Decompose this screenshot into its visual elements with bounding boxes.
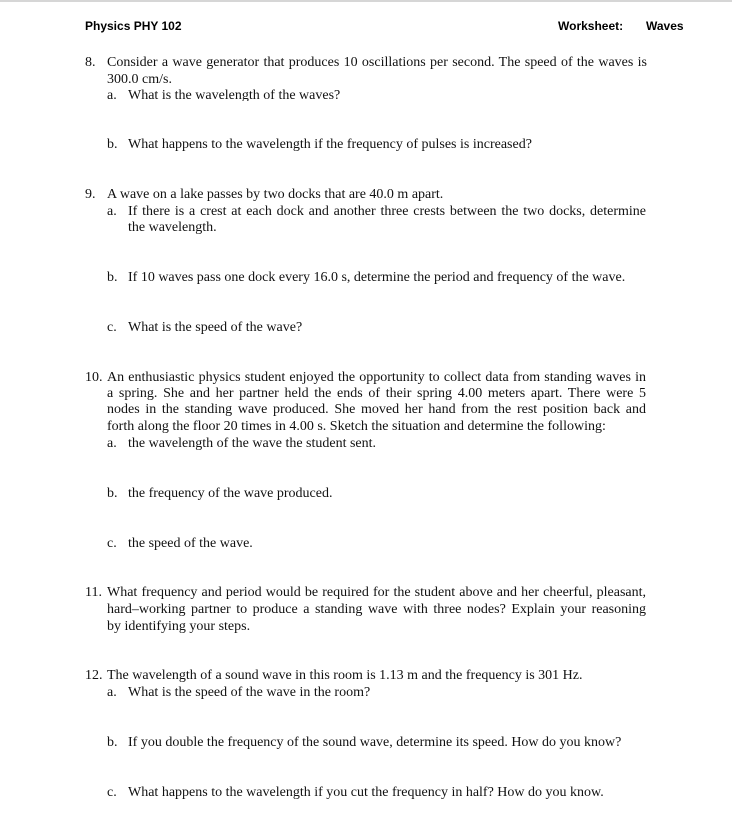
question-text: An enthusiastic physics student enjoyed the opportunity to collect data from standing waves in xyxy=(107,370,646,385)
sub-label: a. xyxy=(107,88,117,101)
top-border xyxy=(0,0,732,2)
question-number: 10. xyxy=(85,370,103,385)
sub-question-b: If you double the frequency of the sound wave, determine its speed. How do you know? xyxy=(128,735,622,750)
sub-label: a. xyxy=(107,685,117,700)
sub-label: b. xyxy=(107,270,118,285)
question-text-line3: by identifying your steps. xyxy=(107,619,251,634)
question-number: 8. xyxy=(85,55,96,70)
sub-question-c: What is the speed of the wave? xyxy=(128,320,303,335)
sub-question-a: What is the wavelength of the waves? xyxy=(128,88,341,101)
question-text-line2: hard–working partner to produce a standing wave with three nodes? Explain your reasoning xyxy=(107,602,646,617)
sub-question-b: What happens to the wavelength if the frequency of pulses is increased? xyxy=(128,137,532,152)
question-text: What frequency and period would be required for the student above and her cheerful, pleasant, xyxy=(107,585,646,600)
sub-label: c. xyxy=(107,536,117,551)
question-text: Consider a wave generator that produces 10 oscillations per second. The speed of the waves is xyxy=(107,55,647,70)
question-text: A wave on a lake passes by two docks that are 40.0 m apart. xyxy=(107,187,444,202)
question-text-line3: nodes in the standing wave produced. She moved her hand from the rest position back and xyxy=(107,402,646,417)
sub-label: b. xyxy=(107,137,118,152)
sub-question-b: the frequency of the wave produced. xyxy=(128,486,333,501)
sub-question-a-line2: the wavelength. xyxy=(128,220,217,235)
sub-question-c: What happens to the wavelength if you cut the frequency in half? How do you know. xyxy=(128,785,604,800)
sub-question-a: If there is a crest at each dock and another three crests between the two docks, determine xyxy=(128,204,646,219)
sub-question-b: If 10 waves pass one dock every 16.0 s, determine the period and frequency of the wave. xyxy=(128,270,626,285)
question-number: 9. xyxy=(85,187,96,202)
sub-question-a: What is the speed of the wave in the room? xyxy=(128,685,371,700)
question-text-line2: a spring. She and her partner held the ends of their spring 4.00 meters apart. There were 5 xyxy=(107,386,646,401)
question-number: 12. xyxy=(85,668,103,683)
sub-question-a: the wavelength of the wave the student sent. xyxy=(128,436,377,451)
question-text: The wavelength of a sound wave in this room is 1.13 m and the frequency is 301 Hz. xyxy=(107,668,583,683)
question-text-line2: 300.0 cm/s. xyxy=(107,72,172,87)
worksheet-label: Worksheet: xyxy=(558,19,624,33)
question-number: 11. xyxy=(85,585,102,600)
sub-label: b. xyxy=(107,735,118,750)
sub-label: c. xyxy=(107,785,117,800)
worksheet-topic: Waves xyxy=(646,19,684,33)
course-title: Physics PHY 102 xyxy=(85,19,182,33)
sub-label: a. xyxy=(107,436,117,451)
sub-label: c. xyxy=(107,320,117,335)
question-text-line4: forth along the floor 20 times in 4.00 s. Sketch the situation and determine the following: xyxy=(107,419,606,434)
sub-question-c: the speed of the wave. xyxy=(128,536,253,551)
sub-label: b. xyxy=(107,486,118,501)
sub-label: a. xyxy=(107,204,117,219)
